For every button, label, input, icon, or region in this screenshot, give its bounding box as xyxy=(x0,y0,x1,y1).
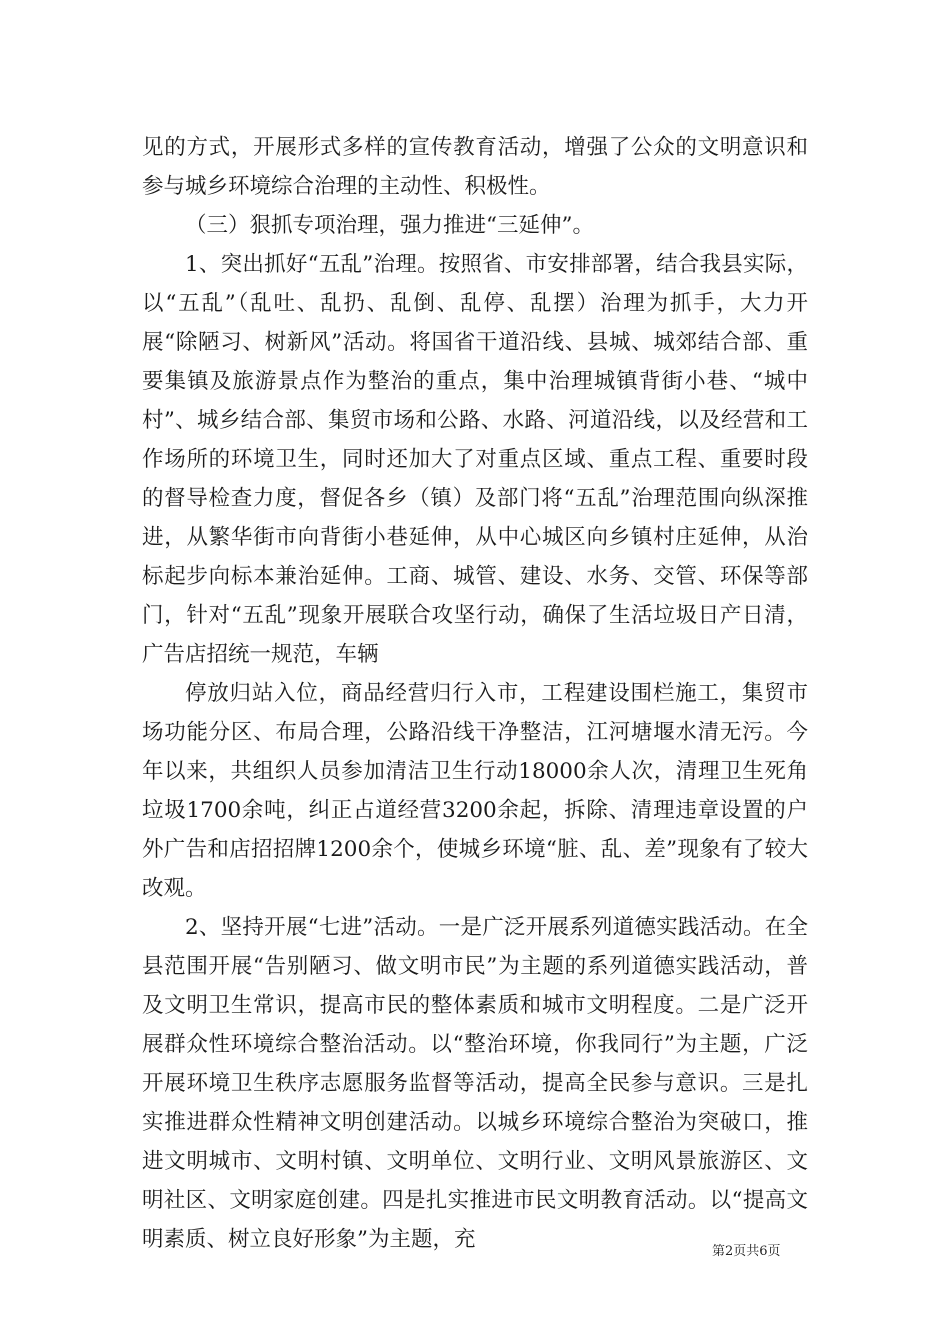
paragraph-2-heading: （三）狠抓专项治理，强力推进“三延伸”。 xyxy=(185,213,594,238)
paragraph-4: 停放归站入位，商品经营归行入市，工程建设围栏施工，集贸市场功能分区、布局合理，公路沿线干净整洁，江河塘堰水清无污。今年以来，共组织人员参加清洁卫生行动18000余人次，清理卫生死角垃圾1700余吨，纠正占道经营3200余起，拆除、清理违章设置的户外广告和店招招牌1200余个，使城乡环境“脏、乱、差”现象有了较大改观。 xyxy=(142,681,808,901)
paragraph-1: 见的方式，开展形式多样的宣传教育活动，增强了公众的文明意识和参与城乡环境综合治理的主动性、积极性。 xyxy=(142,135,808,199)
page-number-footer: 第2页共6页 xyxy=(712,1244,781,1259)
paragraph-5: 2、坚持开展“七进”活动。一是广泛开展系列道德实践活动。在全县范围开展“告别陋习、做文明市民”为主题的系列道德实践活动，普及文明卫生常识，提高市民的整体素质和城市文明程度。二是广泛开展群众性环境综合整治活动。以“整治环境，你我同行”为主题，广泛开展环境卫生秩序志愿服务监督等活动，提高全民参与意识。三是扎实推进群众性精神文明创建活动。以城乡环境综合整治为突破口，推进文明城市、文明村镇、文明单位、文明行业、文明风景旅游区、文明社区、文明家庭创建。四是扎实推进市民文明教育活动。以“提高文明素质、树立良好形象”为主题，充 xyxy=(142,915,808,1252)
document-body xyxy=(142,128,808,1259)
paragraph-3: 1、突出抓好“五乱”治理。按照省、市安排部署，结合我县实际，以“五乱”（乱吐、乱扔、乱倒、乱停、乱摆）治理为抓手，大力开展“除陋习、树新风”活动。将国省干道沿线、县城、城郊结合部、重要集镇及旅游景点作为整治的重点，集中治理城镇背街小巷、“城中村”、城乡结合部、集贸市场和公路、水路、河道沿线，以及经营和工作场所的环境卫生，同时还加大了对重点区域、重点工程、重要时段的督导检查力度，督促各乡（镇）及部门将“五乱”治理范围向纵深推进，从繁华街市向背街小巷延伸，从中心城区向乡镇村庄延伸，从治标起步向标本兼治延伸。工商、城管、建设、水务、交管、环保等部门，针对“五乱”现象开展联合攻坚行动，确保了生活垃圾日产日清，广告店招统一规范，车辆 xyxy=(142,252,808,667)
